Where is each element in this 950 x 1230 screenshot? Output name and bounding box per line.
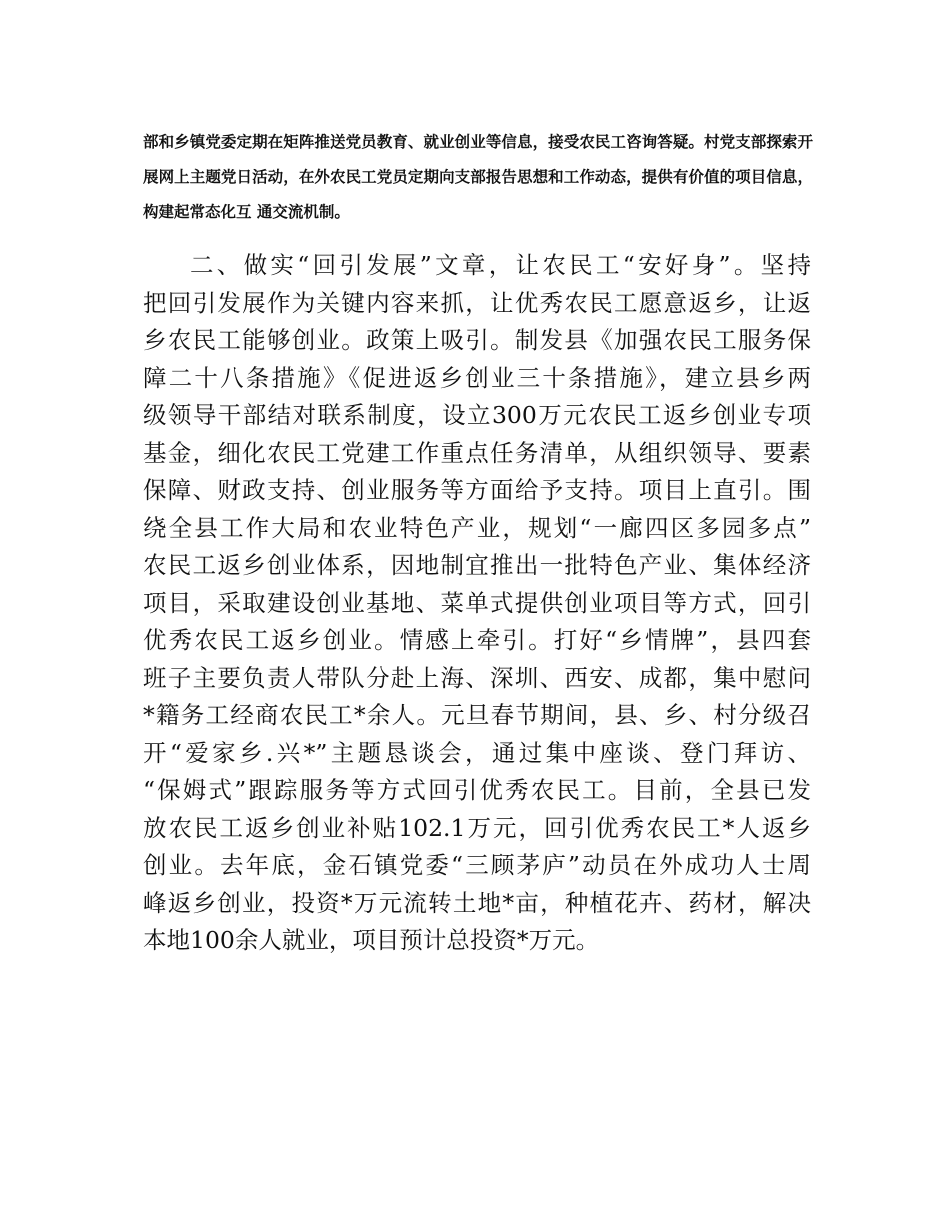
paragraph-line: 乡农民工能够创业。政策上吸引。制发县《加强农民工服务保 (143, 326, 811, 354)
paragraph-line: “保姆式”跟踪服务等方式回引优秀农民工。目前，全县已发 (143, 776, 811, 804)
paragraph-line: 二、做实“回引发展”文章，让农民工“安好身”。坚持 (190, 251, 811, 279)
paragraph-line: 优秀农民工返乡创业。情感上牵引。打好“乡情牌”，县四套 (143, 626, 811, 654)
paragraph-line: 开“爱家乡.兴*”主题恳谈会，通过集中座谈、登门拜访、 (143, 738, 811, 767)
paragraph-line: 项目，采取建设创业基地、菜单式提供创业项目等方式，回引 (143, 588, 811, 617)
paragraph-line: 把回引发展作为关键内容来抓，让优秀农民工愿意返乡，让返 (143, 288, 811, 317)
paragraph-line: 放农民工返乡创业补贴102.1万元，回引优秀农民工*人返乡 (143, 813, 811, 842)
paragraph-line: 班子主要负责人带队分赴上海、深圳、西安、成都，集中慰问 (143, 663, 811, 692)
paragraph-line: 创业。去年底，金石镇党委“三顾茅庐”动员在外成功人士周 (143, 851, 811, 879)
paragraph-line: 基金，细化农民工党建工作重点任务清单，从组织领导、要素 (143, 438, 811, 467)
paragraph-line: 级领导干部结对联系制度，设立300万元农民工返乡创业专项 (143, 401, 811, 429)
paragraph-line: 障二十八条措施》《促进返乡创业三十条措施》，建立县乡两 (143, 363, 811, 392)
intro-paragraph: 部和乡镇党委定期在矩阵推送党员教育、就业创业等信息，接受农民工咨询答疑。村党支部探索开展网上主题党日活动，在外农民工党员定期向支部报告思想和工作动态，提供有价值的项目信息，构建起常态化互 通交流机制。 (143, 132, 813, 221)
paragraph-line: *籍务工经商农民工*余人。元旦春节期间，县、乡、村分级召 (143, 701, 811, 729)
paragraph-line: 农民工返乡创业体系，因地制宜推出一批特色产业、集体经济 (143, 551, 811, 579)
paragraph-line: 绕全县工作大局和农业特色产业，规划“一廊四区多园多点” (143, 513, 811, 542)
paragraph-line: 峰返乡创业，投资*万元流转土地*亩，种植花卉、药材，解决 (143, 888, 811, 917)
paragraph-line: 本地100余人就业，项目预计总投资*万元。 (143, 926, 600, 954)
main-paragraph (143, 247, 811, 960)
paragraph-line: 保障、财政支持、创业服务等方面给予支持。项目上直引。围 (143, 476, 811, 504)
